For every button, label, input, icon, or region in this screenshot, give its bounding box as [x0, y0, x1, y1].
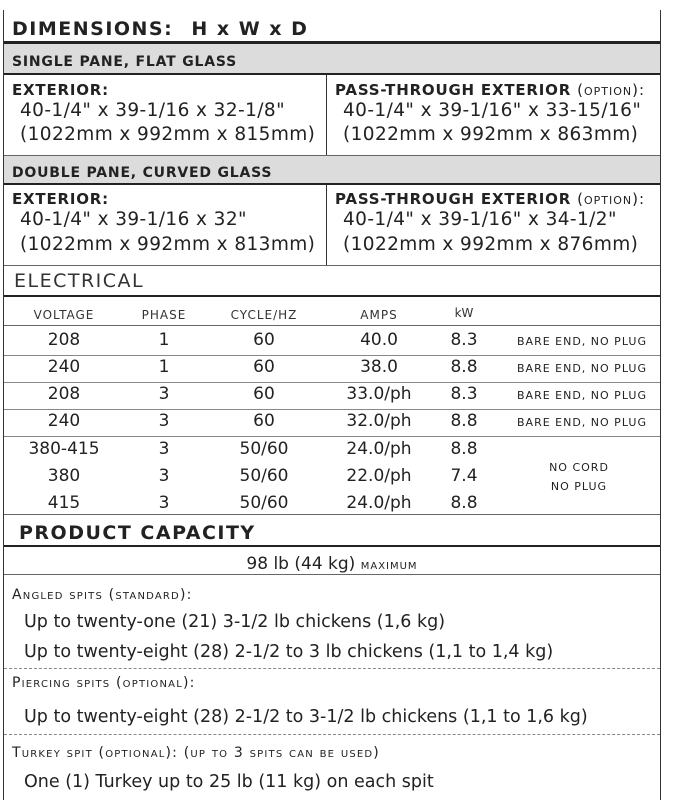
piercing-heading: Piercing spits (optional): [12, 675, 196, 691]
cell-cycle: 50/60 [239, 439, 289, 459]
column-divider [326, 185, 327, 265]
divider [4, 265, 660, 266]
single-pane-label: SINGLE PANE, FLAT GLASS [12, 54, 237, 70]
divider [4, 73, 660, 75]
cell-amps: 33.0/ph [346, 384, 412, 404]
cell-kw: 8.8 [450, 493, 478, 513]
angled-line1: Up to twenty-one (21) 3-1/2 lb chickens (1,6 kg) [24, 612, 446, 632]
col-voltage: VOLTAGE [33, 308, 95, 322]
angled-line2: Up to twenty-eight (28) 2-1/2 to 3 lb chickens (1,1 to 1,4 kg) [24, 642, 554, 662]
dimensions-title [12, 18, 308, 40]
divider [4, 574, 660, 575]
cell-cycle: 60 [253, 411, 275, 431]
single-pass-through-imperial: 40-1/4" x 39-1/16" x 33-15/16" [343, 100, 642, 121]
cell-cycle: 60 [253, 384, 275, 404]
double-pane-label: DOUBLE PANE, CURVED GLASS [12, 165, 273, 181]
cell-phase: 3 [158, 466, 170, 486]
cell-amps: 32.0/ph [346, 411, 412, 431]
double-pass-through-option: (option): [577, 190, 645, 208]
cell-voltage: 208 [47, 384, 81, 404]
divider [4, 183, 660, 185]
cell-note: BARE END, NO PLUG [517, 416, 647, 429]
cell-amps: 22.0/ph [346, 466, 412, 486]
row-divider [4, 409, 660, 410]
cell-note: BARE END, NO PLUG [517, 335, 647, 348]
cell-phase: 3 [158, 493, 170, 513]
dimensions-label: DIMENSIONS: [12, 18, 174, 40]
cell-voltage: 208 [47, 330, 81, 350]
turkey-heading: Turkey spit (optional): (up to 3 spits can be used) [12, 745, 380, 761]
cell-cycle: 50/60 [239, 466, 289, 486]
cell-kw: 8.8 [450, 439, 478, 459]
cell-voltage: 380 [47, 466, 81, 486]
cell-amps: 38.0 [360, 357, 398, 377]
turkey-line1: One (1) Turkey up to 25 lb (11 kg) on each spit [24, 772, 434, 792]
capacity-max-value: 98 lb (44 kg) [246, 554, 356, 574]
col-phase: PHASE [141, 308, 187, 322]
cell-cycle: 60 [253, 357, 275, 377]
double-pass-through-heading [335, 190, 645, 208]
single-pass-through-metric: (1022mm x 992mm x 863mm) [343, 124, 639, 145]
single-exterior-metric: (1022mm x 992mm x 815mm) [20, 124, 316, 145]
group-note-line1: NO CORD [549, 461, 609, 474]
cell-voltage: 240 [47, 357, 81, 377]
cell-phase: 3 [158, 439, 170, 459]
cell-kw: 8.8 [450, 411, 478, 431]
column-divider [326, 75, 327, 155]
angled-heading: Angled spits (standard): [12, 587, 193, 603]
group-note-line2: NO PLUG [550, 480, 608, 493]
col-amps: AMPS [360, 308, 398, 322]
cell-phase: 1 [158, 357, 170, 377]
double-pass-through-metric: (1022mm x 992mm x 876mm) [343, 234, 639, 255]
divider [4, 325, 660, 326]
cell-note: BARE END, NO PLUG [517, 362, 647, 375]
cell-amps: 40.0 [360, 330, 398, 350]
cell-phase: 1 [158, 330, 170, 350]
double-exterior-imperial: 40-1/4" x 39-1/16 x 32" [20, 209, 247, 230]
double-exterior-heading: EXTERIOR: [12, 190, 109, 208]
cell-phase: 3 [158, 411, 170, 431]
piercing-line1: Up to twenty-eight (28) 2-1/2 to 3-1/2 lb chickens (1,1 to 1,6 kg) [24, 707, 588, 727]
single-pass-through-label: PASS-THROUGH EXTERIOR [335, 81, 572, 99]
single-pass-through-option: (option): [577, 81, 645, 99]
divider [4, 295, 660, 297]
capacity-max-label: maximum [360, 557, 418, 573]
spec-sheet [3, 10, 661, 800]
divider [4, 545, 660, 547]
cell-voltage: 380-415 [28, 439, 100, 459]
cell-phase: 3 [158, 384, 170, 404]
cell-kw: 8.3 [450, 330, 478, 350]
double-exterior-metric: (1022mm x 992mm x 813mm) [20, 234, 316, 255]
cell-voltage: 240 [47, 411, 81, 431]
dimensions-formula: H x W x D [191, 18, 309, 40]
single-exterior-heading: EXTERIOR: [12, 81, 109, 99]
single-pass-through-heading [335, 81, 645, 99]
capacity-maximum [4, 554, 660, 574]
single-exterior-imperial: 40-1/4" x 39-1/16 x 32-1/8" [20, 100, 285, 121]
cell-amps: 24.0/ph [346, 439, 412, 459]
cell-kw: 8.8 [450, 357, 478, 377]
cell-cycle: 50/60 [239, 493, 289, 513]
cell-voltage: 415 [47, 493, 81, 513]
double-pass-through-imperial: 40-1/4" x 39-1/16" x 34-1/2" [343, 209, 617, 230]
cell-note: BARE END, NO PLUG [517, 389, 647, 402]
cell-kw: 8.3 [450, 384, 478, 404]
capacity-title: PRODUCT CAPACITY [19, 522, 256, 544]
divider [4, 734, 660, 735]
divider [4, 514, 660, 515]
col-cycle: CYCLE/HZ [230, 308, 298, 322]
double-pass-through-label: PASS-THROUGH EXTERIOR [335, 190, 572, 208]
col-kw: kW [454, 306, 474, 320]
electrical-title: ELECTRICAL [14, 270, 145, 292]
row-divider [4, 355, 660, 356]
cell-cycle: 60 [253, 330, 275, 350]
row-divider [4, 382, 660, 383]
cell-amps: 24.0/ph [346, 493, 412, 513]
cell-kw: 7.4 [450, 466, 478, 486]
row-divider [4, 436, 660, 437]
divider [4, 668, 660, 669]
